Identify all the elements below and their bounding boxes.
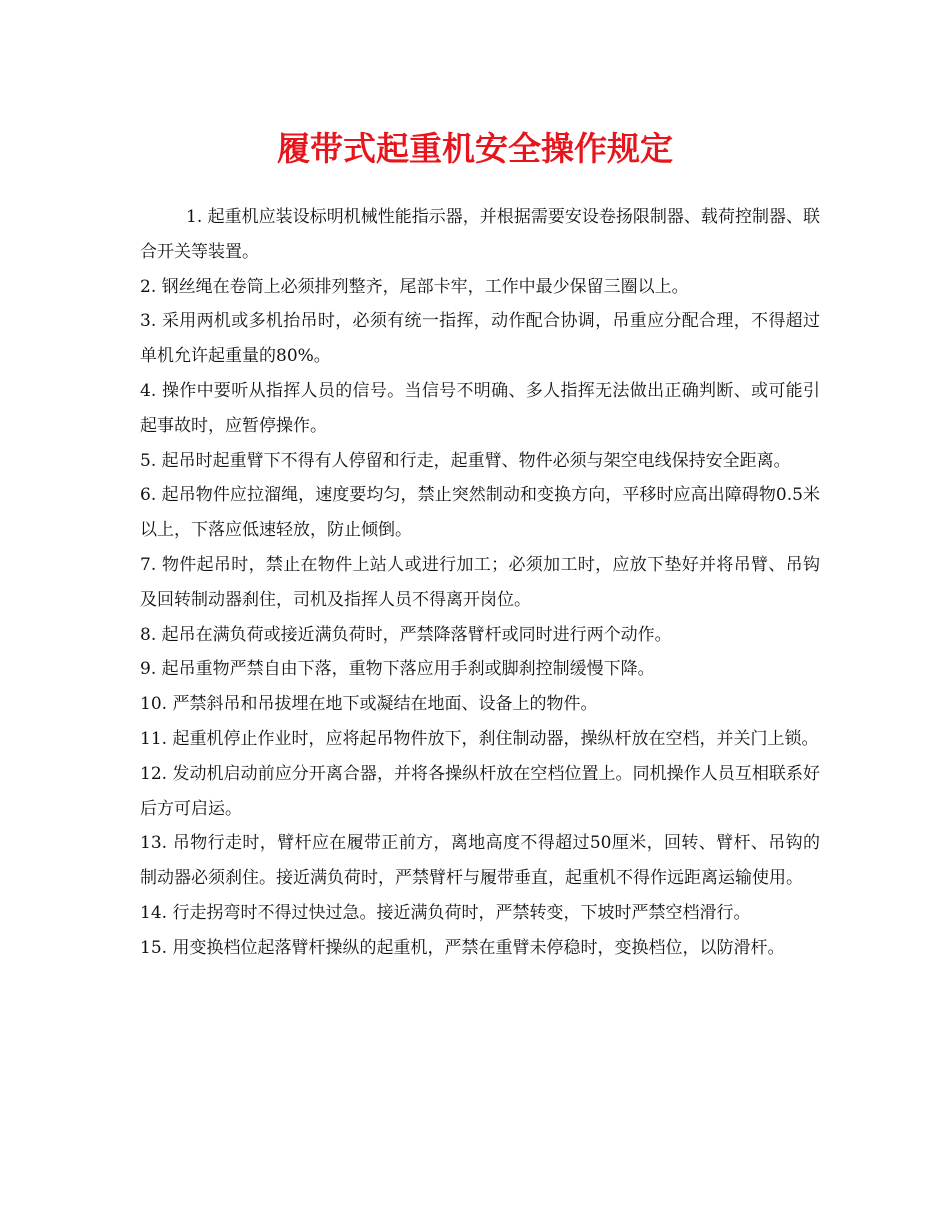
rule-item-12: 12. 发动机启动前应分开离合器，并将各操纵杆放在空档位置上。同机操作人员互相联系好后方可启运。 bbox=[140, 763, 820, 819]
rule-item-11: 11. 起重机停止作业时，应将起吊物件放下，刹住制动器，操纵杆放在空档，并关门上锁。 bbox=[140, 728, 819, 749]
document-body bbox=[140, 200, 820, 966]
document-title: 履带式起重机安全操作规定 bbox=[277, 129, 673, 168]
rule-item-9: 9. 起吊重物严禁自由下落，重物下落应用手刹或脚刹控制缓慢下降。 bbox=[140, 659, 655, 680]
rule-item-5: 5. 起吊时起重臂下不得有人停留和行走，起重臂、物件必须与架空电线保持安全距离。 bbox=[140, 450, 791, 471]
rule-item-15: 15. 用变换档位起落臂杆操纵的起重机，严禁在重臂未停稳时，变换档位，以防滑杆。 bbox=[140, 937, 785, 958]
rule-item-3: 3. 采用两机或多机抬吊时，必须有统一指挥，动作配合协调，吊重应分配合理，不得超过单机允许起重量的80%。 bbox=[140, 311, 820, 367]
rule-item-4: 4. 操作中要听从指挥人员的信号。当信号不明确、多人指挥无法做出正确判断、或可能引起事故时，应暂停操作。 bbox=[140, 380, 820, 436]
rule-item-13: 13. 吊物行走时，臂杆应在履带正前方，离地高度不得超过50厘米，回转、臂杆、吊钩的制动器必须刹住。接近满负荷时，严禁臂杆与履带垂直，起重机不得作远距离运输使用。 bbox=[140, 833, 820, 889]
rule-item-6: 6. 起吊物件应拉溜绳，速度要均匀，禁止突然制动和变换方向，平移时应高出障碍物0.5米以上，下落应低速轻放，防止倾倒。 bbox=[140, 485, 820, 541]
rule-item-2: 2. 钢丝绳在卷筒上必须排列整齐，尾部卡牢，工作中最少保留三圈以上。 bbox=[140, 276, 689, 297]
rule-item-7: 7. 物件起吊时，禁止在物件上站人或进行加工；必须加工时，应放下垫好并将吊臂、吊钩及回转制动器刹住，司机及指挥人员不得离开岗位。 bbox=[140, 554, 820, 610]
rule-item-1: 1. 起重机应装设标明机械性能指示器，并根据需要安设卷扬限制器、载荷控制器、联合开关等装置。 bbox=[140, 207, 820, 262]
rule-item-8: 8. 起吊在满负荷或接近满负荷时，严禁降落臂杆或同时进行两个动作。 bbox=[140, 624, 672, 645]
rule-item-10: 10. 严禁斜吊和吊拔埋在地下或凝结在地面、设备上的物件。 bbox=[140, 694, 598, 715]
rule-item-14: 14. 行走拐弯时不得过快过急。接近满负荷时，严禁转变，下坡时严禁空档滑行。 bbox=[140, 902, 751, 923]
